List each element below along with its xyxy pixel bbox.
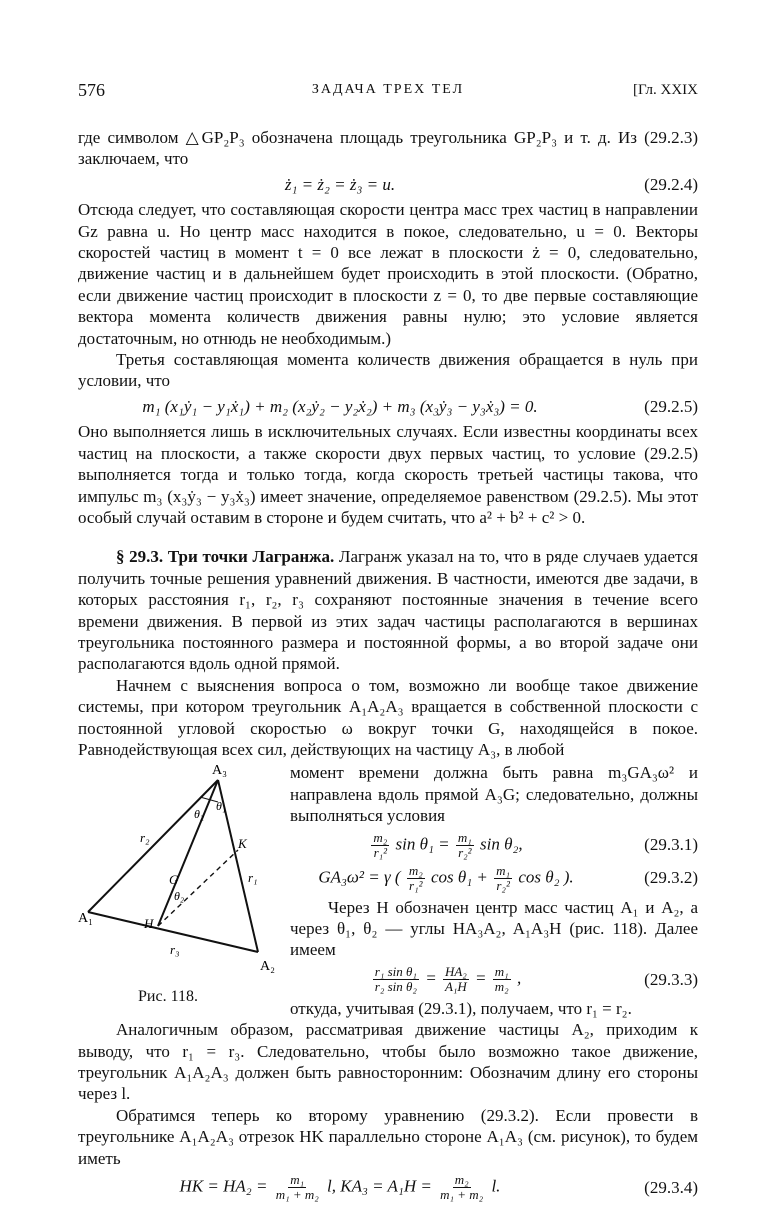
equation-29-2-5 [78, 396, 698, 417]
label-K: K [238, 836, 247, 852]
equation-29-3-2 [290, 864, 698, 893]
label-A1: A₁ [78, 911, 93, 927]
label-r3: r₃ [170, 942, 180, 958]
paragraph-1: где символом △GP₂P₃ обозначена площадь треугольника GP₂P₃ и т. д. Из (29.2.3) заключаем, что [78, 128, 698, 169]
equation-number: (29.3.3) [644, 969, 698, 989]
label-theta2: θ₂ [194, 807, 205, 822]
label-H: H [144, 916, 154, 932]
label-theta2-lower: θ₂ [174, 889, 185, 904]
paragraph-5 [78, 546, 698, 674]
equation-number: (29.2.5) [644, 396, 698, 416]
figure-wrap [78, 762, 698, 1019]
equation-number: (29.2.4) [644, 174, 698, 194]
equation-29-3-4 [78, 1173, 698, 1202]
paragraph-9: откуда, учитывая (29.3.1), получаем, что r₁ = r₂. [290, 998, 632, 1018]
paragraph-11: Обратимся теперь ко второму уравнению (29.3.2). Если провести в треугольнике A₁A₂A₃ отрезок HK параллельно стороне A₁A₃ (см. рисунок), то будем иметь [78, 1105, 698, 1168]
running-header [78, 80, 698, 104]
running-title: ЗАДАЧА ТРЕХ ТЕЛ [311, 82, 465, 97]
equation-29-2-4 [78, 174, 698, 195]
chapter-label: [Гл. XXIX [632, 82, 698, 98]
equation-29-3-3 [290, 965, 698, 994]
equation-expression: $\frac{\text{m₂}}{\text{r₁²}}$ sin θ₁ = $\frac{\text{m₁}}{\text{r₂²}}$ sin θ₂, [373, 829, 523, 860]
figure-caption: Рис. 118. [138, 988, 198, 1006]
section-title: § 29.3. Три точки Лагранжа. [116, 547, 335, 567]
label-G: G [169, 872, 179, 888]
equation-expression: HK = HA₂ = $\frac{\text{m₁}}{\text{m₁ + m₂}}$ l, KA₃ = A₁H = $\frac{\text{m₂}}{\text{m₁ + m₂}}$ l. [179, 1172, 501, 1203]
main-text [78, 127, 698, 1206]
label-r2: r₂ [140, 830, 150, 846]
equation-number: (29.3.2) [644, 868, 698, 888]
line-H-K [158, 850, 238, 926]
paragraph-4: Оно выполняется лишь в исключительных случаях. Если известны координаты всех частиц на плоскости, а также скорости двух первых частиц, то условие (29.2.5) выполняется тогда и только тогда, когда скорость третьей частицы такова, что импульс m₃ (x₃ẏ₃ − y₃ẋ₃) имеет значение, определяемое равенством (29.2.5). Мы этот особый случай оставим в стороне и будем считать, что a² + b² + c² > 0. [78, 422, 698, 527]
page-number: 576 [78, 80, 105, 100]
equation-expression: ż₁ = ż₂ = ż₃ = u. [284, 174, 396, 194]
figure-118 [78, 762, 288, 1019]
side-r2 [88, 780, 218, 912]
label-A2: A₂ [260, 959, 275, 975]
equation-number: (29.3.1) [644, 835, 698, 855]
equation-expression: $\frac{\text{r₁ sin θ₁}}{\text{r₂ sin θ₂}}$ = $\frac{\text{HA₂}}{\text{A₁H}}$ = $\frac{\text{m₁}}{\text{m₂}}$ , [374, 963, 522, 994]
equation-number: (29.3.4) [644, 1177, 698, 1197]
line-A3-H [158, 780, 218, 926]
paragraph-6: Начнем с выяснения вопроса о том, возможно ли вообще такое движение системы, при котором треугольник A₁A₂A₃ вращается в собственной плоскости с постоянной угловой скоростью ω вокруг точки G, находящейся в покое. Равнодействующая всех сил, действующих на частицу A₃, в любой [78, 675, 698, 759]
equation-expression: GA₃ω² = γ ( $\frac{\text{m₂}}{\text{r₁²}}$ cos θ₁ + $\frac{\text{m₁}}{\text{r₂²}}$ cos θ₂ ). [318, 862, 574, 893]
paragraph-8: Через H обозначен центр масс частиц A₁ и A₂, а через θ₁, θ₂ — углы HA₃A₂, A₁A₃H (рис. 118). Далее имеем [290, 897, 698, 960]
figure-side-text [288, 762, 698, 1019]
paragraph-5-text: Лагранж указал на то, что в ряде случаев удается получить точные решения уравнений движения. В частности, имеются две задачи, в которых расстояния r₁, r₂, r₃ сохраняют постоянные значения в течение всего времени движения. В первой из этих задач частицы располагаются в вершинах треугольника постоянного размера и постоянной формы, а во второй задаче они располагаются вдоль одной прямой. [78, 547, 698, 674]
paragraph-7: момент времени должна быть равна m₃GA₃ω² и направлена вдоль прямой A₃G; следовательно, должны выполняться условия [290, 763, 698, 826]
equation-29-3-1 [290, 831, 698, 860]
equation-expression: m₁ (x₁ẏ₁ − y₁ẋ₁) + m₂ (x₂ẏ₂ − y₂ẋ₂) + m₃ (x₃ẏ₃ − y₃ẋ₃) = 0. [142, 396, 538, 416]
label-A3: A₃ [212, 763, 227, 779]
paragraph-10: Аналогичным образом, рассматривая движение частицы A₂, приходим к выводу, что r₁ = r₃. Следовательно, чтобы было возможно такое движение, треугольник A₁A₂A₃ должен быть равносторонним: Обозначим длину его стороны через l. [78, 1020, 698, 1104]
label-theta1: θ₁ [216, 799, 227, 814]
paragraph-3: Третья составляющая момента количеств движения обращается в нуль при условии, что [78, 350, 698, 391]
paragraph-2: Отсюда следует, что составляющая скорости центра масс трех частиц в направлении Gz равна u. Но центр масс находится в покое, следовательно, u = 0. Векторы скоростей частиц в момент t = 0 все лежат в плоскости ż = 0, следовательно, движение частиц и в дальнейшем будет происходить в этой плоскости. (Обратно, если движение частиц происходит в плоскости z = 0, то две первые составляющие вектора момента количеств движения равны нулю; это условие является достаточным, но отнюдь не необходимым.) [78, 200, 698, 348]
triangle-diagram [78, 762, 288, 982]
label-r1: r₁ [248, 870, 258, 886]
